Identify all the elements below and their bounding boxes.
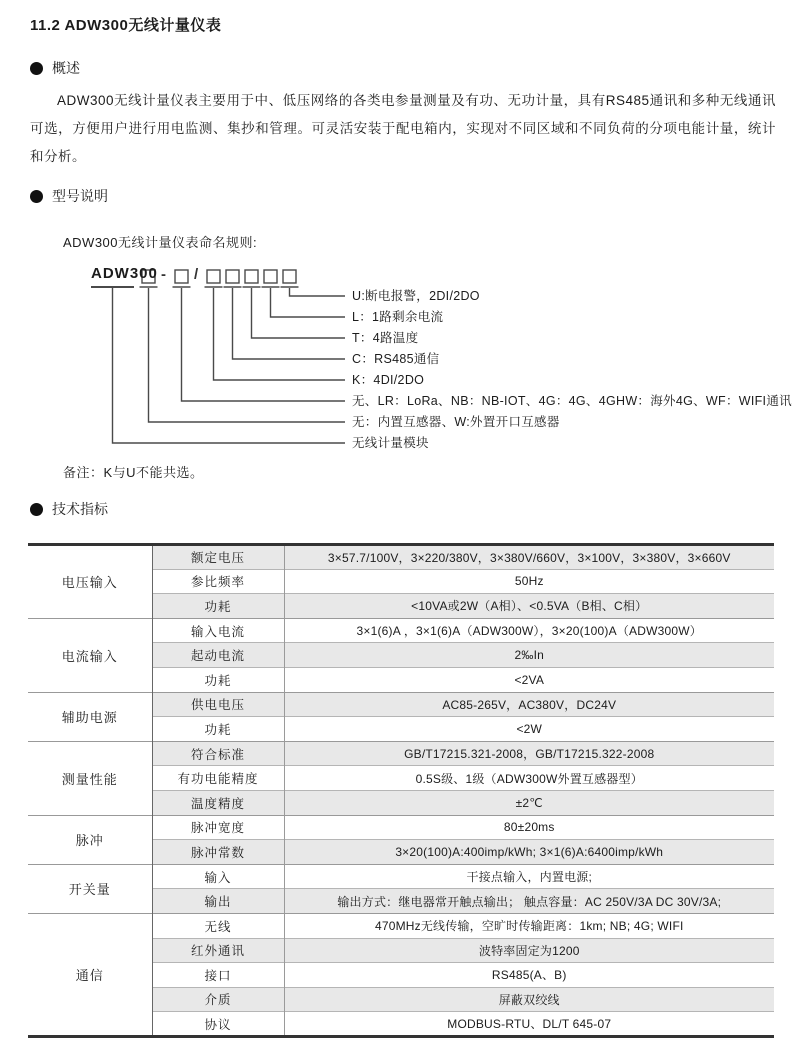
bullet-icon: [30, 503, 43, 516]
spec-row: [28, 864, 774, 889]
spec-value-cell: RS485(A、B): [284, 963, 774, 988]
spec-value-cell: 屏蔽双绞线: [284, 987, 774, 1012]
spec-value-cell: 波特率固定为1200: [284, 938, 774, 963]
spec-row: [28, 692, 774, 717]
section-heading-model: [30, 186, 776, 206]
page-title: 11.2 ADW300无线计量仪表: [30, 17, 222, 34]
spec-label-cell: 功耗: [152, 594, 284, 619]
spec-group-cell: 电流输入: [28, 618, 152, 692]
spec-label-cell: 供电电压: [152, 692, 284, 717]
spec-group-cell: 通信: [28, 913, 152, 1036]
spec-label-cell: 额定电压: [152, 545, 284, 570]
section-heading-label: 型号说明: [52, 188, 108, 204]
spec-value-cell: 3×1(6)A ，3×1(6)A（ADW300W），3×20(100)A（ADW300W）: [284, 618, 774, 643]
spec-group-cell: 开关量: [28, 864, 152, 913]
section-heading-label: 技术指标: [52, 501, 108, 517]
naming-rule-intro: ADW300无线计量仪表命名规则:: [63, 235, 258, 250]
spec-group-cell: 电压输入: [28, 545, 152, 619]
spec-value-cell: <2VA: [284, 667, 774, 692]
spec-label-cell: 红外通讯: [152, 938, 284, 963]
section-heading-label: 概述: [52, 60, 80, 76]
spec-group-cell: 脉冲: [28, 815, 152, 864]
diagram-label: C：RS485通信: [352, 352, 440, 366]
spec-label-cell: 无线: [152, 913, 284, 938]
bullet-icon: [30, 190, 43, 203]
spec-row: [28, 815, 774, 840]
spec-label-cell: 脉冲宽度: [152, 815, 284, 840]
spec-row: [28, 741, 774, 766]
spec-value-cell: MODBUS-RTU、DL/T 645-07: [284, 1012, 774, 1037]
spec-group-cell: 辅助电源: [28, 692, 152, 741]
spec-value-cell: AC85-265V，AC380V，DC24V: [284, 692, 774, 717]
spec-label-cell: 起动电流: [152, 643, 284, 668]
spec-value-cell: 80±20ms: [284, 815, 774, 840]
spec-label-cell: 符合标准: [152, 741, 284, 766]
spec-value-cell: 0.5S级、1级（ADW300W外置互感器型）: [284, 766, 774, 791]
spec-value-cell: ±2℃: [284, 790, 774, 815]
model-naming-diagram: [30, 262, 792, 462]
overview-paragraph: ADW300无线计量仪表主要用于中、低压网络的各类电参量测量及有功、无功计量，具有RS485通讯和多种无线通讯可选，方便用户进行用电监测、集抄和管理。可灵活安装于配电箱内，实现对不同区域和不同负荷的分项电能计量，统计和分析。: [30, 93, 776, 164]
spec-label-cell: 温度精度: [152, 790, 284, 815]
model-note: 备注：K与U不能共选。: [63, 465, 204, 480]
spec-label-cell: 参比频率: [152, 569, 284, 594]
spec-value-cell: 470MHz无线传输，空旷时传输距离：1km; NB; 4G; WIFI: [284, 913, 774, 938]
spec-value-cell: 3×20(100)A:400imp/kWh; 3×1(6)A:6400imp/kWh: [284, 840, 774, 865]
bullet-icon: [30, 62, 43, 75]
diagram-label: K：4DI/2DO: [352, 373, 425, 387]
diagram-label: 无：内置互感器、W:外置开口互感器: [352, 415, 560, 429]
spec-label-cell: 介质: [152, 987, 284, 1012]
spec-label-cell: 有功电能精度: [152, 766, 284, 791]
model-prefix-text: ADW300: [91, 265, 158, 282]
diagram-label: U:断电报警，2DI/2DO: [352, 289, 480, 303]
spec-group-cell: 测量性能: [28, 741, 152, 815]
spec-value-cell: <10VA或2W（A相）、<0.5VA（B相、C相）: [284, 594, 774, 619]
spec-value-cell: 50Hz: [284, 569, 774, 594]
model-dash-separator: -: [161, 266, 166, 283]
spec-label-cell: 协议: [152, 1012, 284, 1037]
spec-label-cell: 接口: [152, 963, 284, 988]
spec-value-cell: 输出方式：继电器常开触点输出； 触点容量：AC 250V/3A DC 30V/3A;: [284, 889, 774, 914]
spec-value-cell: GB/T17215.321-2008，GB/T17215.322-2008: [284, 741, 774, 766]
spec-value-cell: 2‰In: [284, 643, 774, 668]
diagram-label: T：4路温度: [352, 331, 419, 345]
spec-label-cell: 输出: [152, 889, 284, 914]
spec-row: [28, 618, 774, 643]
specs-table-body: [28, 545, 774, 1037]
spec-value-cell: 干接点输入，内置电源;: [284, 864, 774, 889]
spec-label-cell: 功耗: [152, 717, 284, 742]
spec-value-cell: <2W: [284, 717, 774, 742]
spec-value-cell: 3×57.7/100V，3×220/380V，3×380V/660V，3×100V，3×380V，3×660V: [284, 545, 774, 570]
spec-label-cell: 输入电流: [152, 618, 284, 643]
model-slash-separator: /: [194, 266, 199, 283]
diagram-label: 无、LR：LoRa、NB：NB-IOT、4G：4G、4GHW：海外4G、WF：WIFI通讯: [352, 394, 792, 408]
section-heading-overview: [30, 58, 776, 78]
spec-label-cell: 脉冲常数: [152, 840, 284, 865]
specs-table: [28, 543, 774, 1038]
spec-label-cell: 输入: [152, 864, 284, 889]
spec-row: [28, 545, 774, 570]
spec-label-cell: 功耗: [152, 667, 284, 692]
diagram-label: 无线计量模块: [352, 436, 429, 450]
spec-row: [28, 913, 774, 938]
section-heading-specs: [30, 499, 776, 519]
diagram-label: L：1路剩余电流: [352, 310, 444, 324]
